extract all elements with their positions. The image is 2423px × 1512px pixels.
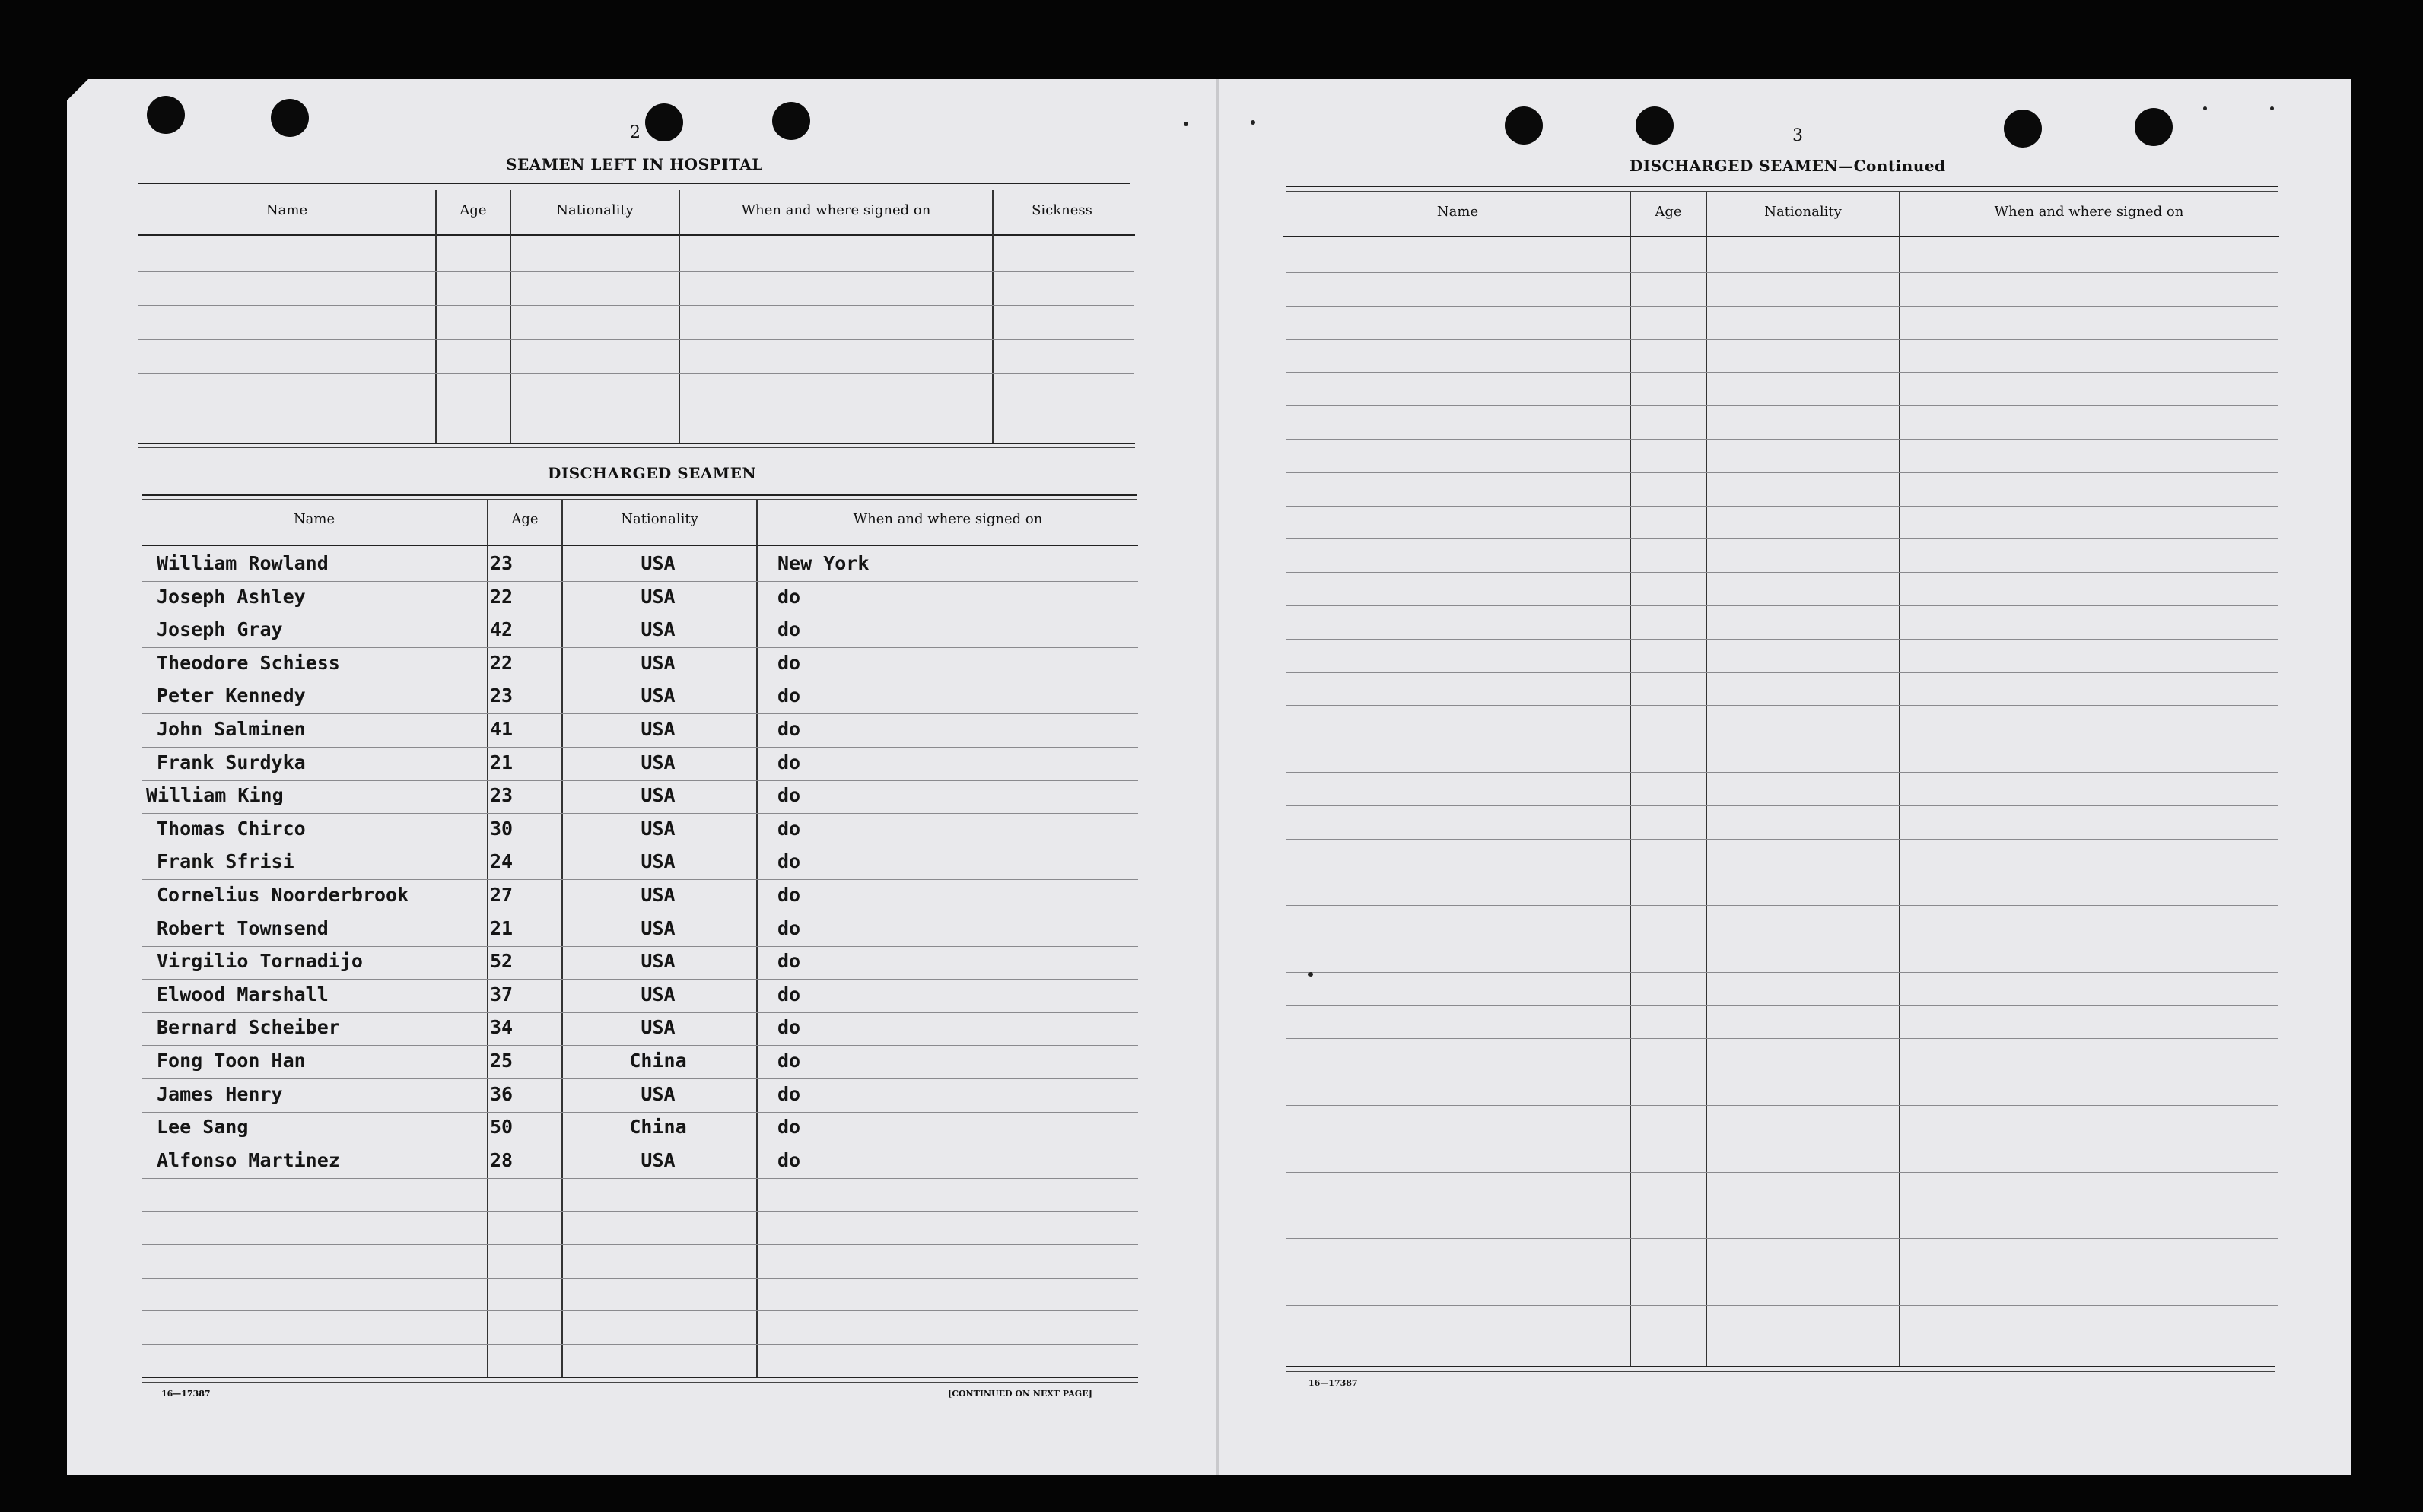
seaman-age: 23 — [490, 784, 514, 807]
ruled-line — [1286, 372, 2278, 373]
right-page — [1217, 79, 2351, 1475]
right-col-age: Age — [1655, 204, 1682, 220]
seaman-name: Alfonso Martinez — [157, 1148, 340, 1171]
hospital-col-name: Name — [266, 202, 308, 218]
seaman-signed-on: do — [777, 1116, 801, 1139]
seaman-signed-on: do — [777, 850, 801, 873]
seaman-name: Virgilio Tornadijo — [157, 950, 363, 973]
ruled-line — [142, 1344, 1138, 1345]
seaman-signed-on: do — [777, 983, 801, 1005]
punch-hole — [271, 99, 309, 137]
speck — [2270, 106, 2274, 110]
seaman-nationality: USA — [641, 751, 676, 773]
column-divider — [1706, 192, 1707, 1366]
seaman-signed-on: do — [777, 1082, 801, 1105]
seaman-name: Joseph Ashley — [157, 585, 306, 608]
ruled-line — [1286, 905, 2278, 906]
ruled-line — [1286, 772, 2278, 773]
ruled-line — [1286, 672, 2278, 673]
table-rule — [142, 1377, 1138, 1378]
table-rule — [142, 1382, 1138, 1383]
ruled-line — [142, 946, 1138, 947]
speck — [1251, 120, 1255, 125]
hospital-col-nationality: Nationality — [556, 202, 634, 218]
ruled-line — [1286, 339, 2278, 340]
seaman-age: 23 — [490, 685, 514, 707]
ruled-line — [1286, 1305, 2278, 1306]
seaman-nationality: USA — [641, 817, 676, 840]
ruled-line — [142, 1178, 1138, 1179]
hospital-col-age: Age — [459, 202, 487, 218]
seaman-age: 27 — [490, 884, 514, 906]
seaman-signed-on: do — [777, 618, 801, 641]
seaman-name: Elwood Marshall — [157, 983, 329, 1005]
ruled-line — [1286, 1238, 2278, 1239]
seaman-signed-on: do — [777, 651, 801, 674]
ruled-line — [1286, 538, 2278, 539]
seaman-signed-on: do — [777, 884, 801, 906]
seaman-nationality: USA — [641, 950, 676, 973]
right-col-name: Name — [1436, 204, 1479, 220]
ruled-line — [1286, 972, 2278, 973]
hospital-section-title: SEAMEN LEFT IN HOSPITAL — [506, 155, 763, 173]
ruled-line — [1286, 605, 2278, 606]
punch-hole — [147, 96, 185, 134]
hospital-col-signed-on: When and where signed on — [741, 202, 931, 218]
ruled-line — [1286, 272, 2278, 273]
seaman-nationality: USA — [641, 884, 676, 906]
seaman-nationality: USA — [641, 718, 676, 740]
discharged-col-age: Age — [511, 511, 539, 527]
seaman-age: 34 — [490, 1016, 514, 1039]
seaman-nationality: China — [629, 1116, 687, 1139]
seaman-name: Lee Sang — [157, 1116, 249, 1139]
ruled-line — [1286, 472, 2278, 473]
punch-hole — [2135, 108, 2173, 146]
seaman-name: Frank Sfrisi — [157, 850, 294, 873]
seaman-signed-on: do — [777, 685, 801, 707]
ruled-line — [142, 979, 1138, 980]
seaman-signed-on: do — [777, 585, 801, 608]
seaman-age: 52 — [490, 950, 514, 973]
ruled-line — [138, 339, 1134, 340]
ruled-line — [1286, 839, 2278, 840]
discharged-col-signed-on: When and where signed on — [853, 511, 1043, 527]
seaman-age: 37 — [490, 983, 514, 1005]
seaman-age: 24 — [490, 850, 514, 873]
seaman-name: Frank Surdyka — [157, 751, 306, 773]
seaman-name: Theodore Schiess — [157, 651, 340, 674]
seaman-name: Cornelius Noorderbrook — [157, 884, 409, 906]
punch-hole — [2004, 110, 2042, 148]
column-divider — [561, 500, 563, 1377]
seaman-nationality: USA — [641, 685, 676, 707]
ruled-line — [142, 747, 1138, 748]
seaman-signed-on: do — [777, 817, 801, 840]
ruled-line — [138, 305, 1134, 306]
seaman-signed-on: do — [777, 1050, 801, 1072]
ruled-line — [142, 1244, 1138, 1245]
seaman-age: 22 — [490, 585, 514, 608]
seaman-age: 22 — [490, 651, 514, 674]
ruled-line — [142, 1078, 1138, 1079]
seaman-nationality: USA — [641, 585, 676, 608]
hospital-col-sickness: Sickness — [1032, 202, 1092, 218]
seaman-nationality: USA — [641, 784, 676, 807]
discharged-col-nationality: Nationality — [621, 511, 698, 527]
left-page — [67, 79, 1217, 1475]
seaman-signed-on: do — [777, 916, 801, 939]
seaman-nationality: USA — [641, 1016, 676, 1039]
punch-hole — [645, 103, 683, 141]
ruled-line — [142, 1045, 1138, 1046]
seaman-nationality: China — [629, 1050, 687, 1072]
seaman-age: 28 — [490, 1148, 514, 1171]
seaman-name: Robert Townsend — [157, 916, 329, 939]
seaman-name: William King — [146, 784, 284, 807]
column-divider — [1899, 192, 1900, 1366]
ruled-line — [1286, 805, 2278, 806]
ruled-line — [1286, 1105, 2278, 1106]
continued-note: [CONTINUED ON NEXT PAGE] — [948, 1389, 1092, 1399]
ruled-line — [1286, 1005, 2278, 1006]
ruled-line — [1286, 439, 2278, 440]
ruled-line — [1286, 705, 2278, 706]
ruled-line — [1286, 405, 2278, 406]
column-divider — [992, 190, 994, 443]
seaman-signed-on: do — [777, 1148, 801, 1171]
seaman-age: 23 — [490, 552, 514, 574]
seaman-name: William Rowland — [157, 552, 329, 574]
speck — [2203, 106, 2207, 110]
seaman-age: 25 — [490, 1050, 514, 1072]
speck — [1184, 122, 1188, 126]
seaman-name: Joseph Gray — [157, 618, 283, 641]
seaman-signed-on: do — [777, 718, 801, 740]
discharged-section-title: DISCHARGED SEAMEN — [548, 464, 757, 482]
column-divider — [679, 190, 680, 443]
column-divider — [510, 190, 511, 443]
title-suffix: —Continued — [1838, 157, 1946, 175]
ruled-line — [1286, 572, 2278, 573]
table-rule — [142, 499, 1137, 500]
discharged-col-name: Name — [293, 511, 335, 527]
seaman-age: 41 — [490, 718, 514, 740]
table-rule — [142, 545, 1138, 546]
ruled-line — [142, 813, 1138, 814]
ruled-line — [142, 647, 1138, 648]
seaman-name: Peter Kennedy — [157, 685, 306, 707]
seaman-nationality: USA — [641, 850, 676, 873]
seaman-age: 30 — [490, 817, 514, 840]
ruled-line — [142, 879, 1138, 880]
page-number: 3 — [1792, 126, 1803, 145]
ruled-line — [1286, 639, 2278, 640]
column-divider — [435, 190, 437, 443]
seaman-name: James Henry — [157, 1082, 283, 1105]
seaman-nationality: USA — [641, 552, 676, 574]
seaman-nationality: USA — [641, 651, 676, 674]
title-main: DISCHARGED SEAMEN — [1630, 157, 1839, 175]
ruled-line — [1286, 506, 2278, 507]
right-col-nationality: Nationality — [1764, 204, 1842, 220]
table-rule — [1286, 186, 2278, 187]
ruled-line — [142, 1278, 1138, 1279]
ruled-line — [142, 780, 1138, 781]
seaman-nationality: USA — [641, 1082, 676, 1105]
seaman-signed-on: do — [777, 1016, 801, 1039]
table-rule — [1283, 236, 2279, 237]
seaman-name: Fong Toon Han — [157, 1050, 306, 1072]
seaman-signed-on: do — [777, 751, 801, 773]
table-rule — [138, 234, 1135, 236]
column-divider — [756, 500, 758, 1377]
ruled-line — [138, 373, 1134, 374]
punch-hole — [772, 102, 810, 140]
discharged-continued-title — [1630, 157, 1946, 175]
seaman-age: 36 — [490, 1082, 514, 1105]
table-rule — [1286, 1371, 2275, 1372]
seaman-nationality: USA — [641, 618, 676, 641]
form-number: 16—17387 — [1308, 1378, 1358, 1388]
ruled-line — [1286, 1038, 2278, 1039]
seaman-signed-on: New York — [777, 552, 870, 574]
column-divider — [487, 500, 488, 1377]
punch-hole — [1505, 106, 1543, 145]
table-rule — [138, 183, 1130, 184]
table-rule — [138, 447, 1135, 448]
table-rule — [1286, 1366, 2275, 1367]
ruled-line — [142, 581, 1138, 582]
ruled-line — [1286, 1172, 2278, 1173]
ruled-line — [142, 1012, 1138, 1013]
ruled-line — [142, 1112, 1138, 1113]
seaman-nationality: USA — [641, 1148, 676, 1171]
table-rule — [142, 494, 1137, 496]
table-rule — [1286, 191, 2278, 192]
seaman-name: Thomas Chirco — [157, 817, 306, 840]
page-fold — [1216, 79, 1219, 1475]
ruled-line — [1286, 306, 2278, 307]
column-divider — [1630, 192, 1631, 1366]
seaman-age: 50 — [490, 1116, 514, 1139]
page-number: 2 — [630, 123, 641, 142]
form-number: 16—17387 — [161, 1389, 211, 1399]
ruled-line — [138, 271, 1134, 272]
ruled-line — [142, 713, 1138, 714]
seaman-age: 42 — [490, 618, 514, 641]
seaman-name: John Salminen — [157, 718, 306, 740]
seaman-nationality: USA — [641, 916, 676, 939]
ruled-line — [142, 1211, 1138, 1212]
speck — [1308, 972, 1313, 977]
right-col-signed-on: When and where signed on — [1994, 204, 2184, 220]
table-rule — [138, 443, 1135, 444]
seaman-age: 21 — [490, 916, 514, 939]
seaman-name: Bernard Scheiber — [157, 1016, 340, 1039]
seaman-nationality: USA — [641, 983, 676, 1005]
punch-hole — [1636, 106, 1674, 145]
ruled-line — [142, 1310, 1138, 1311]
seaman-signed-on: do — [777, 950, 801, 973]
seaman-age: 21 — [490, 751, 514, 773]
seaman-signed-on: do — [777, 784, 801, 807]
